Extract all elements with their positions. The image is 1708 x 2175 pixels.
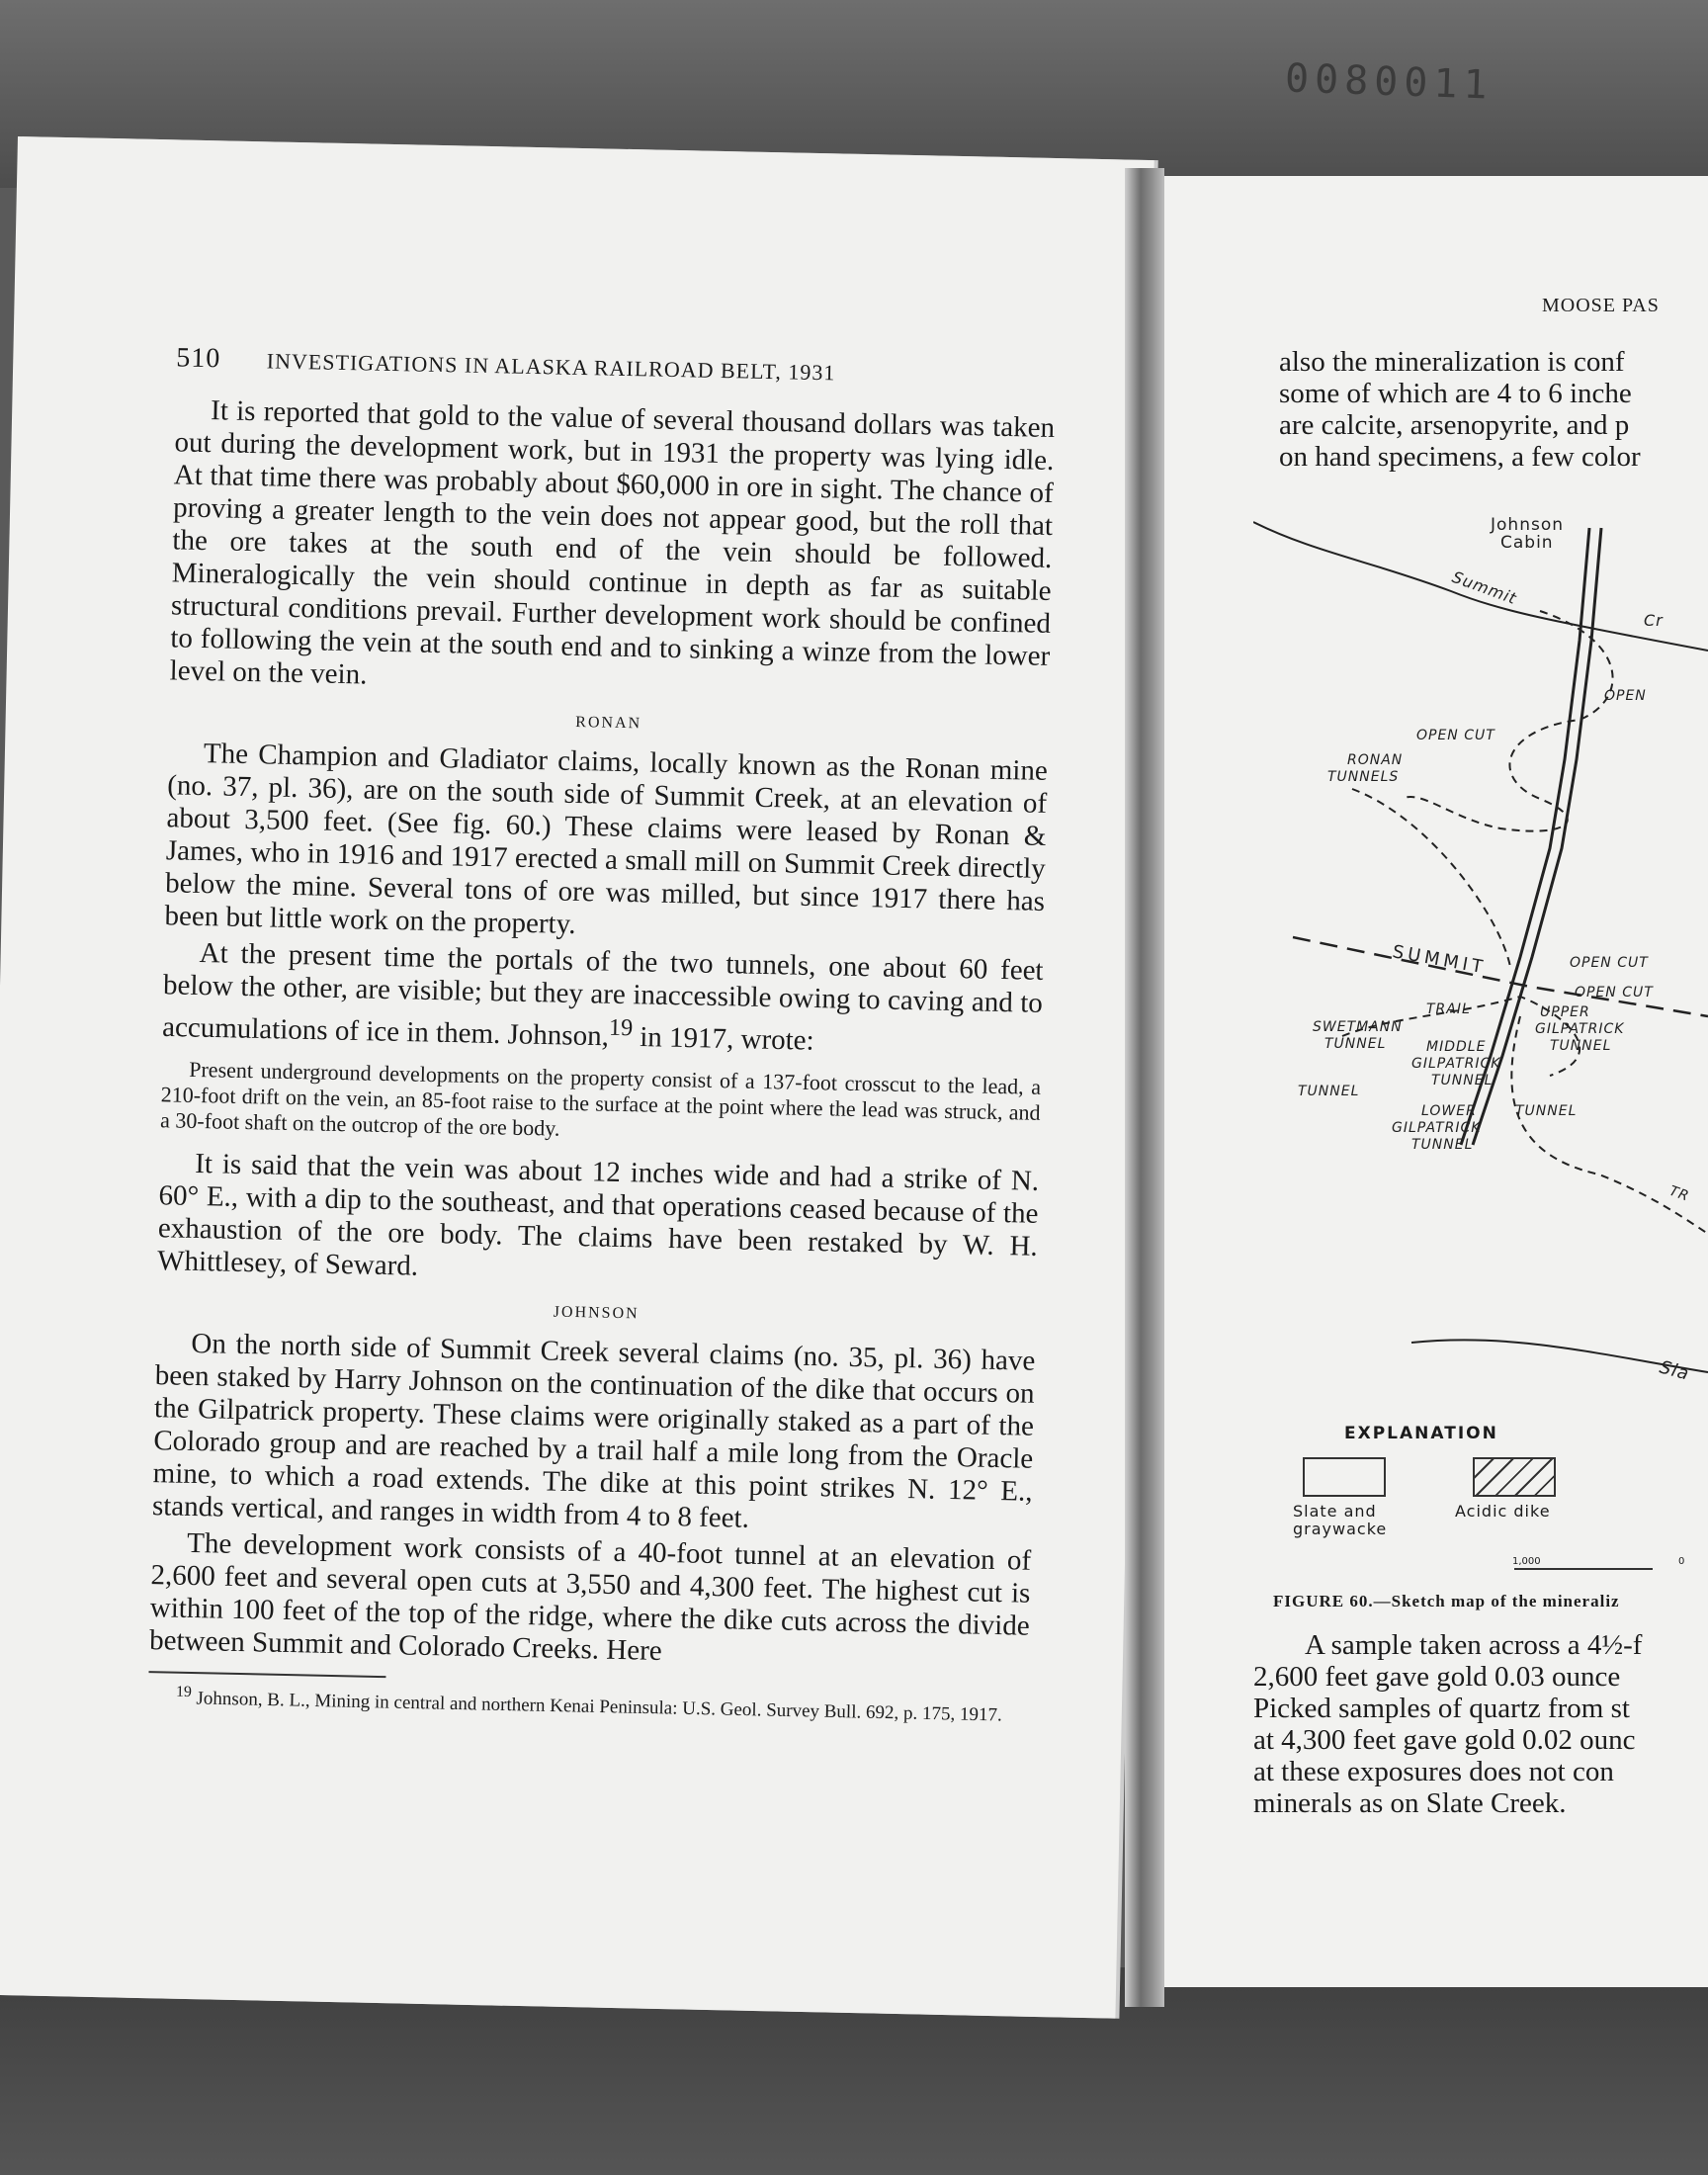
running-head-title: INVESTIGATIONS IN ALASKA RAILROAD BELT, 1931: [266, 348, 836, 386]
scale-label-0: 0: [1678, 1556, 1685, 1567]
paragraph: The Champion and Gladiator claims, locally known as the Ronan mine (no. 37, pl. 36), are on the south side of Summit Creek, at an elevation of about 3,500 feet. (See fig. 60.) These claims were leased by Ronan & James, who in 1916 and 1917 erected a small mill on Summit Creek directly below the mine. Several tons of ore was milled, but since 1917 there has been but little work on the property.: [164, 738, 1049, 940]
map-label: Summit: [1449, 566, 1520, 609]
paragraph: The development work consists of a 40-foot tunnel at an elevation of 2,600 feet and several open cuts at 3,550 and 4,300 feet. The highest cut is within 100 feet of the top of the ridge, where the dike cuts across the divide between Summit and Colorado Creeks. Here: [148, 1526, 1032, 1667]
map-label: SWETMANN: [1313, 1019, 1403, 1035]
paragraph-text: At the present time the portals of the two tunnels, one about 60 feet below the other, are visible; but they are inaccessible owing to caving and to accumulations of ice in them. Johnson,: [161, 937, 1044, 1053]
legend-slate-swatch: [1303, 1457, 1386, 1497]
text-line: minerals as on Slate Creek.: [1253, 1787, 1567, 1819]
text-line: at 4,300 feet gave gold 0.02 ounc: [1253, 1724, 1636, 1756]
map-label: OPEN: [1604, 688, 1647, 704]
book-gutter-shadow: [1125, 168, 1164, 2007]
text-line: at these exposures does not con: [1253, 1756, 1614, 1787]
text-line: Picked samples of quartz from st: [1253, 1693, 1630, 1724]
text-line: also the mineralization is conf: [1279, 346, 1625, 378]
left-page: [0, 136, 1154, 2019]
running-head: [176, 342, 1056, 392]
block-quote: Present underground developments on the property consist of a 137-foot crosscut to the lead, a 210-foot drift on the vein, an 85-foot raise to the surface at the point where the lead was struck, and a 30-foot shaft on the outcrop of the ore body.: [159, 1056, 1042, 1141]
map-label: GILPATRICK: [1411, 1056, 1501, 1072]
paragraph: It is said that the vein was about 12 inches wide and had a strike of N. 60° E., with a dip to the southeast, and that operations ceased because of the exhaustion of the ore body. The claims have been restaked by W. H. Whittlesey, of Seward.: [156, 1147, 1040, 1282]
text-line: A sample taken across a 4½-f: [1305, 1629, 1643, 1661]
section-heading-ronan: RONAN: [575, 713, 642, 733]
footnote-rule: [148, 1671, 385, 1678]
footnote-number: 19: [175, 1683, 193, 1700]
map-label: OPEN CUT: [1416, 728, 1495, 743]
map-label: MIDDLE: [1426, 1039, 1487, 1055]
paragraph: It is reported that gold to the value of several thousand dollars was taken out during the development work, but in 1931 the property was lying idle. At that time there was probably about $60,000 in ore in sight. The chance of proving a greater length to the vein does not appear good, but the roll that the ore takes at the south end of the vein should be followed. Mineralogically the vein should continue in depth as far as suitable structural conditions prevail. Further development work should be confined to following the vein at the south end and to sinking a winze from the lower level on the vein.: [169, 394, 1056, 691]
left-page-text: [148, 342, 1057, 1730]
sketch-map: [1253, 502, 1708, 1412]
map-label: GILPATRICK: [1392, 1120, 1482, 1136]
paragraph-text: in 1917, wrote:: [632, 1020, 814, 1057]
archive-stamp-number: 0080011: [1284, 55, 1494, 109]
scale-bar: [1514, 1568, 1653, 1570]
map-label: TUNNEL: [1411, 1137, 1474, 1153]
figure-caption: FIGURE 60.—Sketch map of the mineraliz: [1273, 1592, 1620, 1610]
legend-dike-label: Acidic dike: [1455, 1502, 1551, 1521]
right-page: [1164, 176, 1708, 1987]
map-label: TUNNEL: [1515, 1103, 1578, 1119]
map-label: TR: [1666, 1182, 1692, 1205]
footnote-ref: 19: [608, 1013, 634, 1042]
map-label: Cr: [1644, 611, 1664, 630]
map-label: TRAIL: [1426, 1001, 1471, 1017]
footnote-text: Johnson, B. L., Mining in central and northern Kenai Peninsula: U.S. Geol. Survey Bull. 692, p. 175, 1917.: [191, 1688, 1002, 1726]
map-label: UPPER: [1540, 1004, 1590, 1020]
map-label: Johnson: [1491, 515, 1564, 535]
map-explanation-heading: EXPLANATION: [1344, 1424, 1498, 1443]
map-label: RONAN: [1347, 752, 1404, 768]
text-line: on hand specimens, a few color: [1279, 441, 1641, 473]
paragraph: [162, 936, 1044, 1062]
map-label: TUNNEL: [1550, 1038, 1612, 1054]
map-label: Sla: [1657, 1356, 1692, 1385]
map-label: TUNNEL: [1324, 1036, 1387, 1052]
map-label: OPEN CUT: [1575, 985, 1654, 1000]
section-heading-johnson: JOHNSON: [553, 1303, 640, 1323]
map-label: GILPATRICK: [1535, 1021, 1625, 1037]
legend-text: graywacke: [1293, 1520, 1388, 1538]
map-label: SUMMIT: [1391, 941, 1489, 979]
legend-text: Slate and: [1293, 1502, 1377, 1521]
page-number: 510: [176, 342, 221, 375]
text-line: 2,600 feet gave gold 0.03 ounce: [1253, 1661, 1621, 1693]
legend-dike-swatch: [1473, 1457, 1556, 1497]
paragraph: On the north side of Summit Creek several claims (no. 35, pl. 36) have been staked by Harry Johnson on the continuation of the dike that occurs on the Gilpatrick property. These claims were originally staked as a part of the Colorado group and are reached by a trail half a mile long from the Oracle mine, to which a road extends. The dike at this point strikes N. 12° E., stands vertical, and ranges in width from 4 to 8 feet.: [151, 1327, 1036, 1534]
scale-label-1000: 1,000: [1512, 1556, 1541, 1567]
map-label: OPEN CUT: [1570, 955, 1649, 971]
map-label: TUNNEL: [1298, 1084, 1360, 1099]
text-line: some of which are 4 to 6 inche: [1279, 378, 1632, 409]
map-label: LOWER: [1421, 1103, 1477, 1119]
map-label: Cabin: [1500, 533, 1554, 553]
map-label: TUNNELS: [1327, 769, 1400, 785]
legend-slate-label: [1293, 1503, 1387, 1538]
right-running-head: MOOSE PAS: [1542, 295, 1660, 316]
footnote: [148, 1681, 1028, 1727]
map-label: TUNNEL: [1431, 1073, 1494, 1088]
summit-trail: [1293, 937, 1708, 1016]
text-line: are calcite, arsenopyrite, and p: [1279, 409, 1630, 441]
